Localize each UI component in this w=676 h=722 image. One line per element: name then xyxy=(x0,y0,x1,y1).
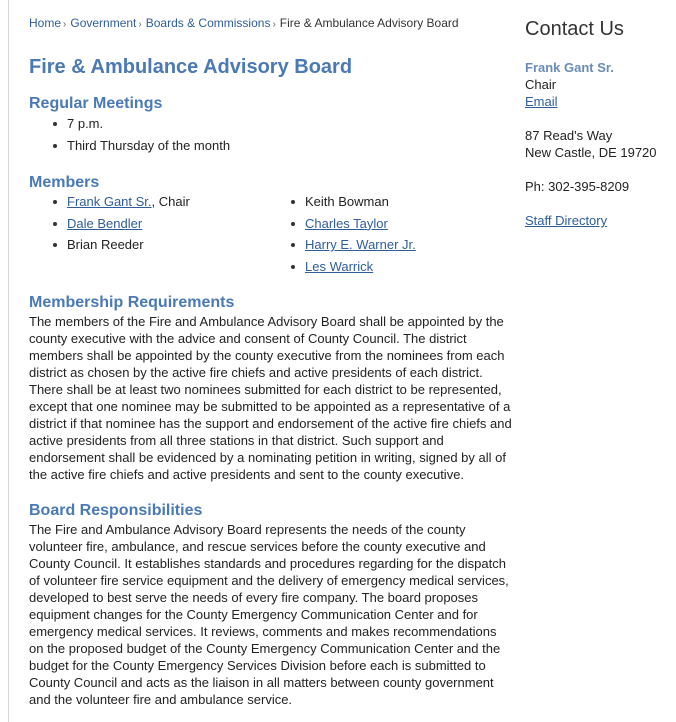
text-line: budget for the County Emergency Services Division before each is submitted to xyxy=(29,658,486,673)
member-role: , Chair xyxy=(151,194,190,209)
requirements-text xyxy=(29,313,512,483)
text-line: developed to best serve the needs of every fire company. The board proposes xyxy=(29,590,479,605)
address-line-1: 87 Read's Way xyxy=(525,128,613,143)
contact-role: Chair xyxy=(525,77,557,92)
text-line: equipment changes for the County Emergency Communication Center and for xyxy=(29,607,478,622)
text-line: The Fire and Ambulance Advisory Board represents the needs of the county xyxy=(29,522,466,537)
breadcrumb-government[interactable]: Government xyxy=(70,16,137,30)
members-list-col2 xyxy=(267,193,507,279)
breadcrumb-separator: › xyxy=(272,19,276,30)
contact-name: Frank Gant Sr. xyxy=(525,60,614,75)
text-line: on the proposed budget of the County Emergency Communication Center and the xyxy=(29,641,501,656)
list-item xyxy=(267,258,507,280)
phone-number: Ph: 302-395-8209 xyxy=(525,179,630,194)
left-border xyxy=(8,0,9,722)
list-item xyxy=(29,236,269,258)
meeting-day: Third Thursday of the month xyxy=(67,137,231,153)
meetings-list xyxy=(29,115,429,158)
text-line: and the volunteer fire and ambulance service. xyxy=(29,692,293,707)
text-line: except that one nominee may be submitted to be appointed as a representative of a xyxy=(29,399,511,414)
address-line-2: New Castle, DE 19720 xyxy=(525,145,657,160)
breadcrumb-separator: › xyxy=(63,19,67,30)
list-item xyxy=(29,215,269,237)
text-line: volunteer fire, ambulance, and rescue services before the county executive and xyxy=(29,539,486,554)
breadcrumb-current: Fire & Ambulance Advisory Board xyxy=(279,16,459,30)
text-line: the active fire chiefs and active presidents and sent to the county executive. xyxy=(29,467,465,482)
member-link[interactable]: Charles Taylor xyxy=(305,215,388,231)
text-line: members shall be appointed by the county executive from the nominees from each xyxy=(29,348,505,363)
text-line: of volunteer fire service equipment and the delivery of emergency medical services, xyxy=(29,573,509,588)
text-line: emergency medical services. It reviews, comments and makes recommendations xyxy=(29,624,497,639)
page-title: Fire & Ambulance Advisory Board xyxy=(29,56,353,78)
list-item xyxy=(29,193,269,215)
member-link[interactable]: Frank Gant Sr. xyxy=(67,194,152,209)
contact-title: Contact Us xyxy=(525,18,624,40)
text-line: active presidents from all three stations in that district. Such support and xyxy=(29,433,444,448)
breadcrumb xyxy=(29,16,459,30)
list-item xyxy=(267,215,507,237)
member-name: Brian Reeder xyxy=(67,237,144,252)
breadcrumb-boards[interactable]: Boards & Commissions xyxy=(145,16,271,30)
member-link[interactable]: Les Warrick xyxy=(305,258,374,274)
list-item xyxy=(267,193,507,215)
member-link[interactable]: Harry E. Warner Jr. xyxy=(305,237,416,252)
responsibilities-text xyxy=(29,521,509,708)
member-link[interactable]: Dale Bendler xyxy=(67,215,143,231)
meeting-time: 7 p.m. xyxy=(67,116,104,131)
text-line: The members of the Fire and Ambulance Advisory Board shall be appointed by the xyxy=(29,314,504,329)
text-line: district if that nominee has the support and endorsement of the active fire chiefs and xyxy=(29,416,512,431)
text-line: endorsement shall be evidenced by a nominating petition in writing, signed by all of xyxy=(29,450,506,465)
list-item xyxy=(29,115,429,137)
members-heading: Members xyxy=(29,174,100,191)
list-item xyxy=(267,236,507,258)
members-list-col1 xyxy=(29,193,269,258)
email-link[interactable]: Email xyxy=(525,94,558,109)
meetings-heading: Regular Meetings xyxy=(29,95,163,112)
list-item xyxy=(29,137,429,159)
text-line: County Council. It establishes standards and procedures regarding for the dispatch xyxy=(29,556,506,571)
breadcrumb-home[interactable]: Home xyxy=(29,16,62,30)
breadcrumb-separator: › xyxy=(138,19,142,30)
staff-directory-link[interactable]: Staff Directory xyxy=(525,213,608,228)
text-line: There shall be at least two nominees submitted for each district to be represented, xyxy=(29,382,502,397)
text-line: County Council and acts as the liaison in all matters between county government xyxy=(29,675,494,690)
responsibilities-heading: Board Responsibilities xyxy=(29,502,203,519)
requirements-heading: Membership Requirements xyxy=(29,294,235,311)
member-name: Keith Bowman xyxy=(305,194,389,209)
text-line: district as chosen by the active fire chiefs and active presidents of each district. xyxy=(29,365,483,380)
text-line: county executive with the advice and consent of County Council. The district xyxy=(29,331,467,346)
